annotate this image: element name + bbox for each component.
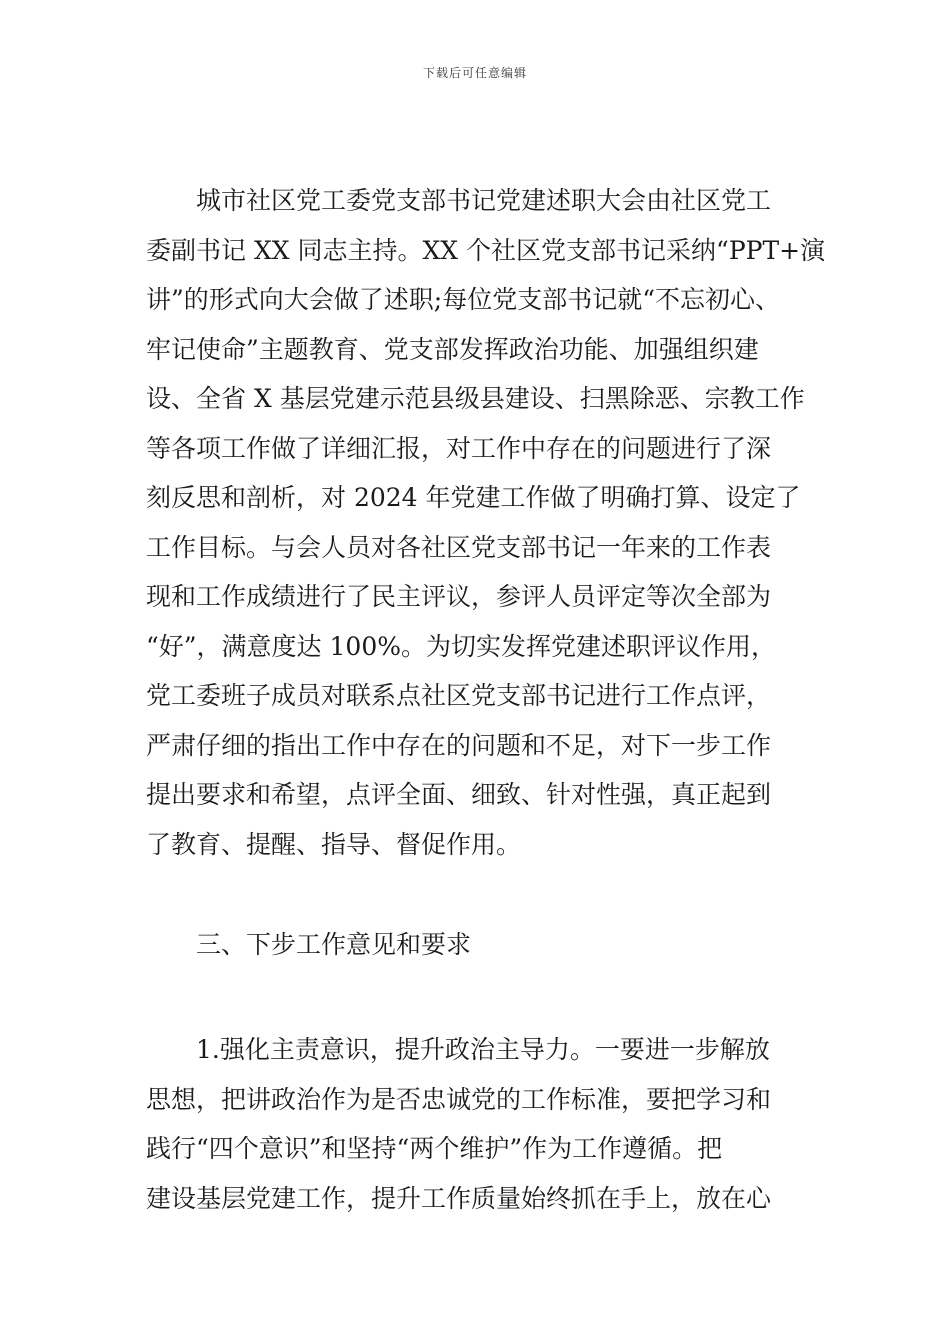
text-line: 1.强化主责意识，提升政治主导力。一要进一步解放 bbox=[196, 1035, 770, 1064]
text-line: 现和工作成绩进行了民主评议，参评人员评定等次全部为 bbox=[146, 582, 772, 611]
text-line: 党工委班子成员对联系点社区党支部书记进行工作点评， bbox=[146, 681, 772, 710]
text-line: 委副书记 XX 同志主持。XX 个社区党支部书记采纳“PPT+演 bbox=[146, 235, 826, 265]
text-line: 建设基层党建工作，提升工作质量始终抓在手上，放在心 bbox=[146, 1183, 772, 1213]
text-line: 牢记使命”主题教育、党支部发挥政治功能、加强组织建 bbox=[146, 334, 759, 364]
header-note: 下载后可任意编辑 bbox=[422, 66, 527, 80]
text-line: 设、全省 X 基层党建示范县级县建设、扫黑除恶、宗教工作 bbox=[146, 384, 805, 413]
text-line: 城市社区党工委党支部书记党建述职大会由社区党工 bbox=[196, 186, 772, 215]
text-line: 思想，把讲政治作为是否忠诚党的工作标准，要把学习和 bbox=[146, 1084, 772, 1114]
text-line: 提出要求和希望，点评全面、细致、针对性强，真正起到 bbox=[146, 780, 772, 809]
text-line: 等各项工作做了详细汇报，对工作中存在的问题进行了深 bbox=[146, 433, 772, 463]
text-line: 了教育、提醒、指导、督促作用。 bbox=[146, 829, 522, 859]
text-line: 践行“四个意识”和坚持“两个维护”作为工作遵循。把 bbox=[146, 1134, 723, 1163]
text-line: 严肃仔细的指出工作中存在的问题和不足，对下一步工作 bbox=[146, 730, 772, 760]
text-line: 讲”的形式向大会做了述职;每位党支部书记就“不忘初心、 bbox=[146, 285, 780, 314]
section-heading-text: 三、下步工作意见和要求 bbox=[196, 930, 472, 959]
paragraph-work-report bbox=[146, 176, 826, 869]
text-line: 刻反思和剖析，对 2024 年党建工作做了明确打算、设定了 bbox=[146, 483, 801, 512]
text-line: “好”，满意度达 100%。为切实发挥党建述职评议作用， bbox=[146, 631, 776, 661]
section-heading bbox=[146, 920, 814, 970]
text-line: 工作目标。与会人员对各社区党支部书记一年来的工作表 bbox=[146, 532, 772, 562]
paragraph-requirements bbox=[146, 1025, 814, 1223]
